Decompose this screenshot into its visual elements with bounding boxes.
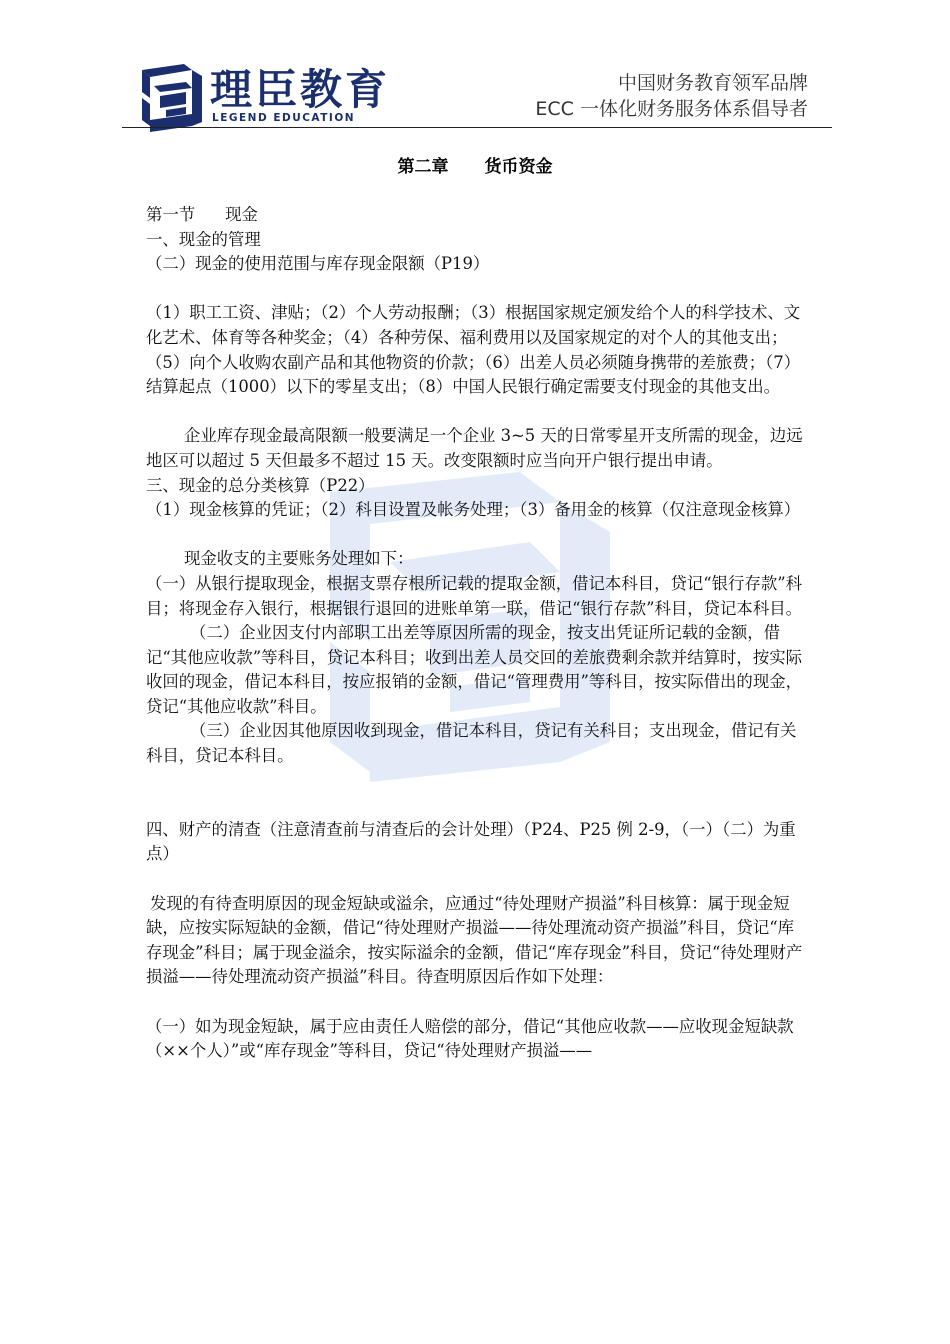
paragraph-shortage-handling: （一）如为现金短缺，属于应由责任人赔偿的部分，借记“其他应收款——应收现金短缺款（××个人）”或“库存现金”等科目，贷记“待处理财产损溢—— [146,1016,794,1061]
logo-wordmark-en: LEGEND EDUCATION [212,112,356,124]
paragraph-entry-2: （二）企业因支付内部职工出差等原因所需的现金，按支出凭证所记载的金额，借记“其他应收款”等科目，贷记本科目；收到出差人员交回的差旅费剩余款并结算时，按实际收回的现金，借记本科目，按应报销的金额，借记“管理费用”等科目，按实际借出的现金，贷记“其他应收款”科目。 [146,623,802,716]
subheading-usage-scope: （二）现金的使用范围与库存现金限额（P19） [146,254,490,274]
header-divider [122,127,832,128]
section-heading [146,203,808,228]
header-slogan-line2: ECC 一体化财务服务体系倡导者 [535,98,808,120]
document-body [146,203,808,1064]
paragraph-cash-limit: 企业库存现金最高限额一般要满足一个企业 3~5 天的日常零星开支所需的现金，边远地区可以超过 5 天但最多不超过 15 天。改变限额时应当向开户银行提出申请。 [146,426,803,470]
chapter-number: 第二章 [397,157,449,177]
logo-wordmark-cn: 理臣教育 [210,65,391,114]
paragraph-entry-1: （一）从银行提取现金，根据支票存根所记载的提取金额，借记本科目，贷记“银行存款”科目；将现金存入银行，根据银行退回的进账单第一联，借记“银行存款”科目，贷记本科目。 [146,573,802,618]
subheading-general-ledger: 三、现金的总分类核算（P22） [146,475,375,495]
paragraph-shortage-surplus: 发现的有待查明原因的现金短缺或溢余，应通过“待处理财产损溢”科目核算：属于现金短缺，应按实际短缺的金额，借记“待处理财产损溢——待处理流动资产损溢”科目，贷记“库存现金”科目；属于现金溢余，按实际溢余的金额，借记“库存现金”科目，贷记“待处理财产损溢——待处理流动资产损溢”科目。待查明原因后作如下处理： [146,893,803,987]
paragraph-ledger-items: （1）现金核算的凭证；（2）科目设置及帐务处理；（3）备用金的核算（仅注意现金核算） [146,500,801,520]
chapter-title [0,152,950,177]
chapter-name: 货币资金 [484,157,553,177]
paragraph-entries-intro: 现金收支的主要账务处理如下： [184,549,414,569]
header-slogan-line1: 中国财务教育领军品牌 [617,72,808,94]
paragraph-entry-3: （三）企业因其他原因收到现金，借记本科目，贷记有关科目；支出现金，借记有关科目，贷记本科目。 [146,721,797,766]
section-number: 第一节 [146,205,196,224]
section-name: 现金 [225,205,258,224]
paragraph-usage-list: （1）职工工资、津贴；（2）个人劳动报酬；（3）根据国家规定颁发给个人的科学技术、文化艺术、体育等各种奖金；（4）各种劳保、福利费用以及国家规定的对个人的其他支出；（5）向个人收购农副产品和其他物资的价款；（6）出差人员必须随身携带的差旅费；（7）结算起点（1000）以下的零星支出；（8）中国人民银行确定需要支付现金的其他支出。 [146,303,801,397]
subheading-property-check: 四、财产的清查（注意清查前与清查后的会计处理）（P24、P25 例 2-9，（一）（二）为重点） [146,819,796,864]
subheading-cash-management: 一、现金的管理 [146,229,261,249]
